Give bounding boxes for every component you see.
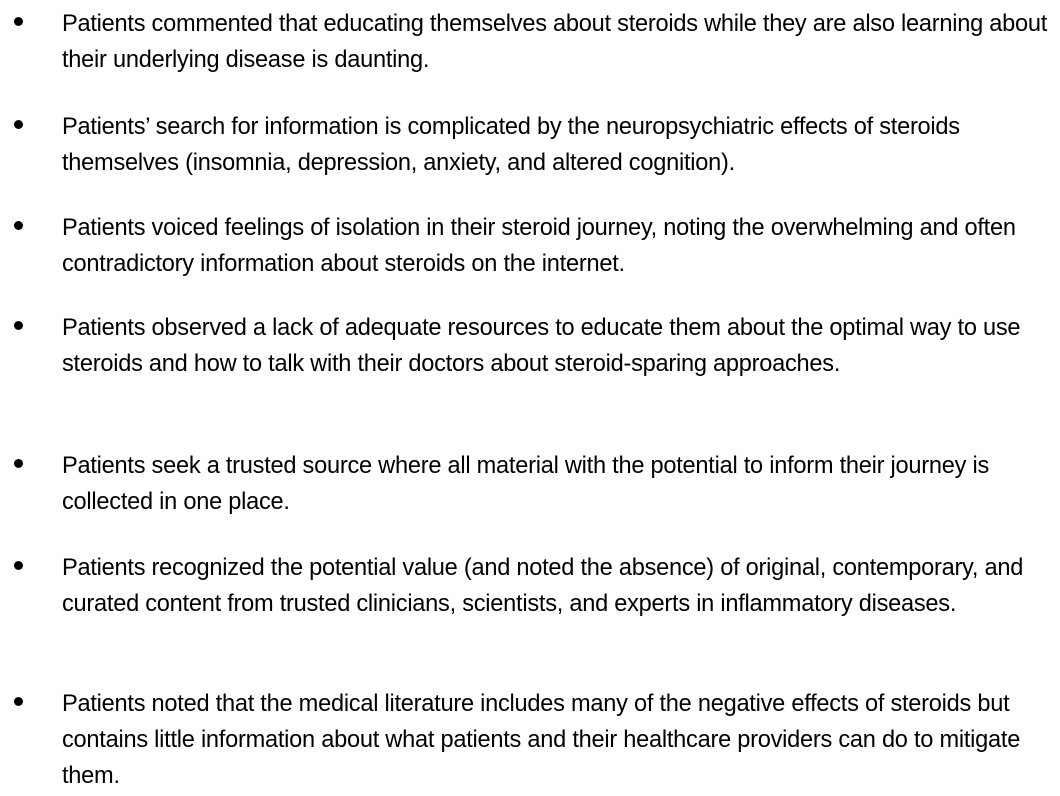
bullet-text: Patients voiced feelings of isolation in their steroid journey, noting the overwhelming and often contradictory information about steroids on the internet. [62,215,1016,277]
bullet-text: Patients seek a trusted source where all material with the potential to inform their journey is collected in one place. [62,453,990,515]
bullet-text: Patients observed a lack of adequate resources to educate them about the optimal way to use steroids and how to talk with their doctors about steroid-sparing approaches. [62,315,1021,377]
bullet-dot-icon [14,120,23,129]
bullet-dot-icon [14,221,23,230]
bullet-dot-icon [14,459,23,468]
bullet-dot-icon [14,321,23,330]
bullet-text: Patients noted that the medical literature includes many of the negative effects of steroids but contains little information about what patients and their healthcare providers can do to mitigate them. [62,691,1021,789]
bullet-text: Patients recognized the potential value (and noted the absence) of original, contemporary, and curated content from trusted clinicians, scientists, and experts in inflammatory diseases. [62,555,1024,617]
bullet-dot-icon [14,697,23,706]
bullet-text: Patients’ search for information is complicated by the neuropsychiatric effects of steroids themselves (insomnia, depression, anxiety, and altered cognition). [62,114,960,176]
bullet-dot-icon [14,17,23,26]
bullet-dot-icon [14,561,23,570]
bullet-text: Patients commented that educating themselves about steroids while they are also learning about their underlying disease is daunting. [62,11,1048,73]
